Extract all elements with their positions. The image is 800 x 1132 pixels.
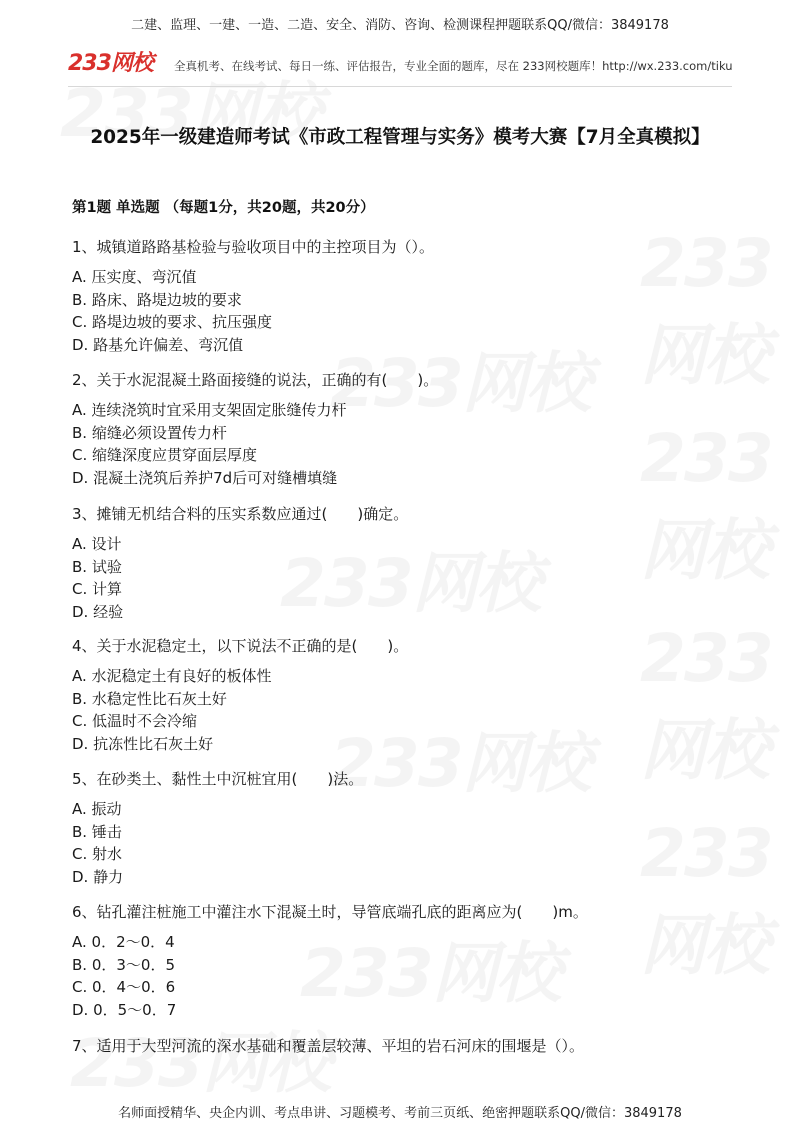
question-stem: 3、摊铺无机结合料的压实系数应通过( )确定。 bbox=[72, 505, 409, 523]
option-d[interactable]: D. 路基允许偏差、弯沉值 bbox=[72, 336, 244, 355]
header-tagline: 全真机考、在线考试、每日一练、评估报告，专业全面的题库，尽在 233网校题库！http://wx.233.com/tiku bbox=[174, 59, 733, 73]
option-c[interactable]: C. 计算 bbox=[72, 580, 123, 599]
option-b[interactable]: B. 试验 bbox=[72, 557, 122, 576]
question-5 bbox=[72, 768, 732, 889]
option-c[interactable]: C. 射水 bbox=[72, 845, 123, 864]
footer-banner: 名师面授精华、央企内训、考点串讲、习题模考、考前三页纸、绝密押题联系QQ/微信：3849178 bbox=[118, 1106, 682, 1121]
question-6 bbox=[72, 901, 732, 1022]
question-stem: 1、城镇道路路基检验与验收项目中的主控项目为（）。 bbox=[72, 238, 435, 256]
option-a[interactable]: A. 连续浇筑时宜采用支架固定胀缝传力杆 bbox=[72, 401, 347, 419]
question-2 bbox=[72, 369, 732, 490]
option-c[interactable]: C. 缩缝深度应贯穿面层厚度 bbox=[72, 446, 258, 465]
option-d[interactable]: D. 抗冻性比石灰土好 bbox=[72, 735, 214, 754]
question-stem: 7、适用于大型河流的深水基础和覆盖层较薄、平坦的岩石河床的围堰是（）。 bbox=[72, 1037, 585, 1055]
question-stem: 2、关于水泥混凝土路面接缝的说法，正确的有( )。 bbox=[72, 371, 439, 389]
option-d[interactable]: D. 静力 bbox=[72, 868, 124, 887]
question-stem: 4、关于水泥稳定土，以下说法不正确的是( )。 bbox=[72, 637, 409, 655]
option-a[interactable]: A. 设计 bbox=[72, 535, 122, 553]
top-banner: 二建、监理、一建、一造、二造、安全、消防、咨询、检测课程押题联系QQ/微信：3849178 bbox=[131, 18, 669, 33]
question-1 bbox=[72, 236, 732, 357]
option-b[interactable]: B. 水稳定性比石灰土好 bbox=[72, 689, 227, 708]
option-c[interactable]: C. 低温时不会冷缩 bbox=[72, 712, 198, 731]
question-stem: 6、钻孔灌注桩施工中灌注水下混凝土时，导管底端孔底的距离应为( )m。 bbox=[72, 903, 588, 921]
option-b[interactable]: B. 锤击 bbox=[72, 822, 122, 841]
option-c[interactable]: C. 路堤边坡的要求、抗压强度 bbox=[72, 313, 273, 332]
option-a[interactable]: A. 0．2～0．4 bbox=[72, 933, 175, 951]
section-heading: 第1题 单选题 （每题1分，共20题，共20分） bbox=[72, 200, 375, 216]
option-b[interactable]: B. 路床、路堤边坡的要求 bbox=[72, 290, 242, 309]
option-c[interactable]: C. 0．4～0．6 bbox=[72, 978, 176, 997]
page-header bbox=[68, 44, 732, 87]
option-d[interactable]: D. 经验 bbox=[72, 603, 124, 622]
question-7 bbox=[72, 1035, 732, 1065]
question-stem: 5、在砂类土、黏性土中沉桩宜用( )法。 bbox=[72, 770, 364, 788]
option-b[interactable]: B. 缩缝必须设置传力杆 bbox=[72, 423, 227, 442]
option-d[interactable]: D. 混凝土浇筑后养护7d后可对缝槽填缝 bbox=[72, 469, 338, 488]
option-a[interactable]: A. 振动 bbox=[72, 800, 122, 818]
option-a[interactable]: A. 水泥稳定土有良好的板体性 bbox=[72, 667, 272, 685]
option-d[interactable]: D. 0．5～0．7 bbox=[72, 1001, 177, 1020]
option-a[interactable]: A. 压实度、弯沉值 bbox=[72, 268, 197, 286]
option-b[interactable]: B. 0．3～0．5 bbox=[72, 955, 176, 974]
question-3 bbox=[72, 503, 732, 624]
question-4 bbox=[72, 635, 732, 756]
page-title: 2025年一级建造师考试《市政工程管理与实务》模考大赛【7月全真模拟】 bbox=[90, 127, 710, 148]
site-logo: 233网校 bbox=[68, 51, 153, 76]
